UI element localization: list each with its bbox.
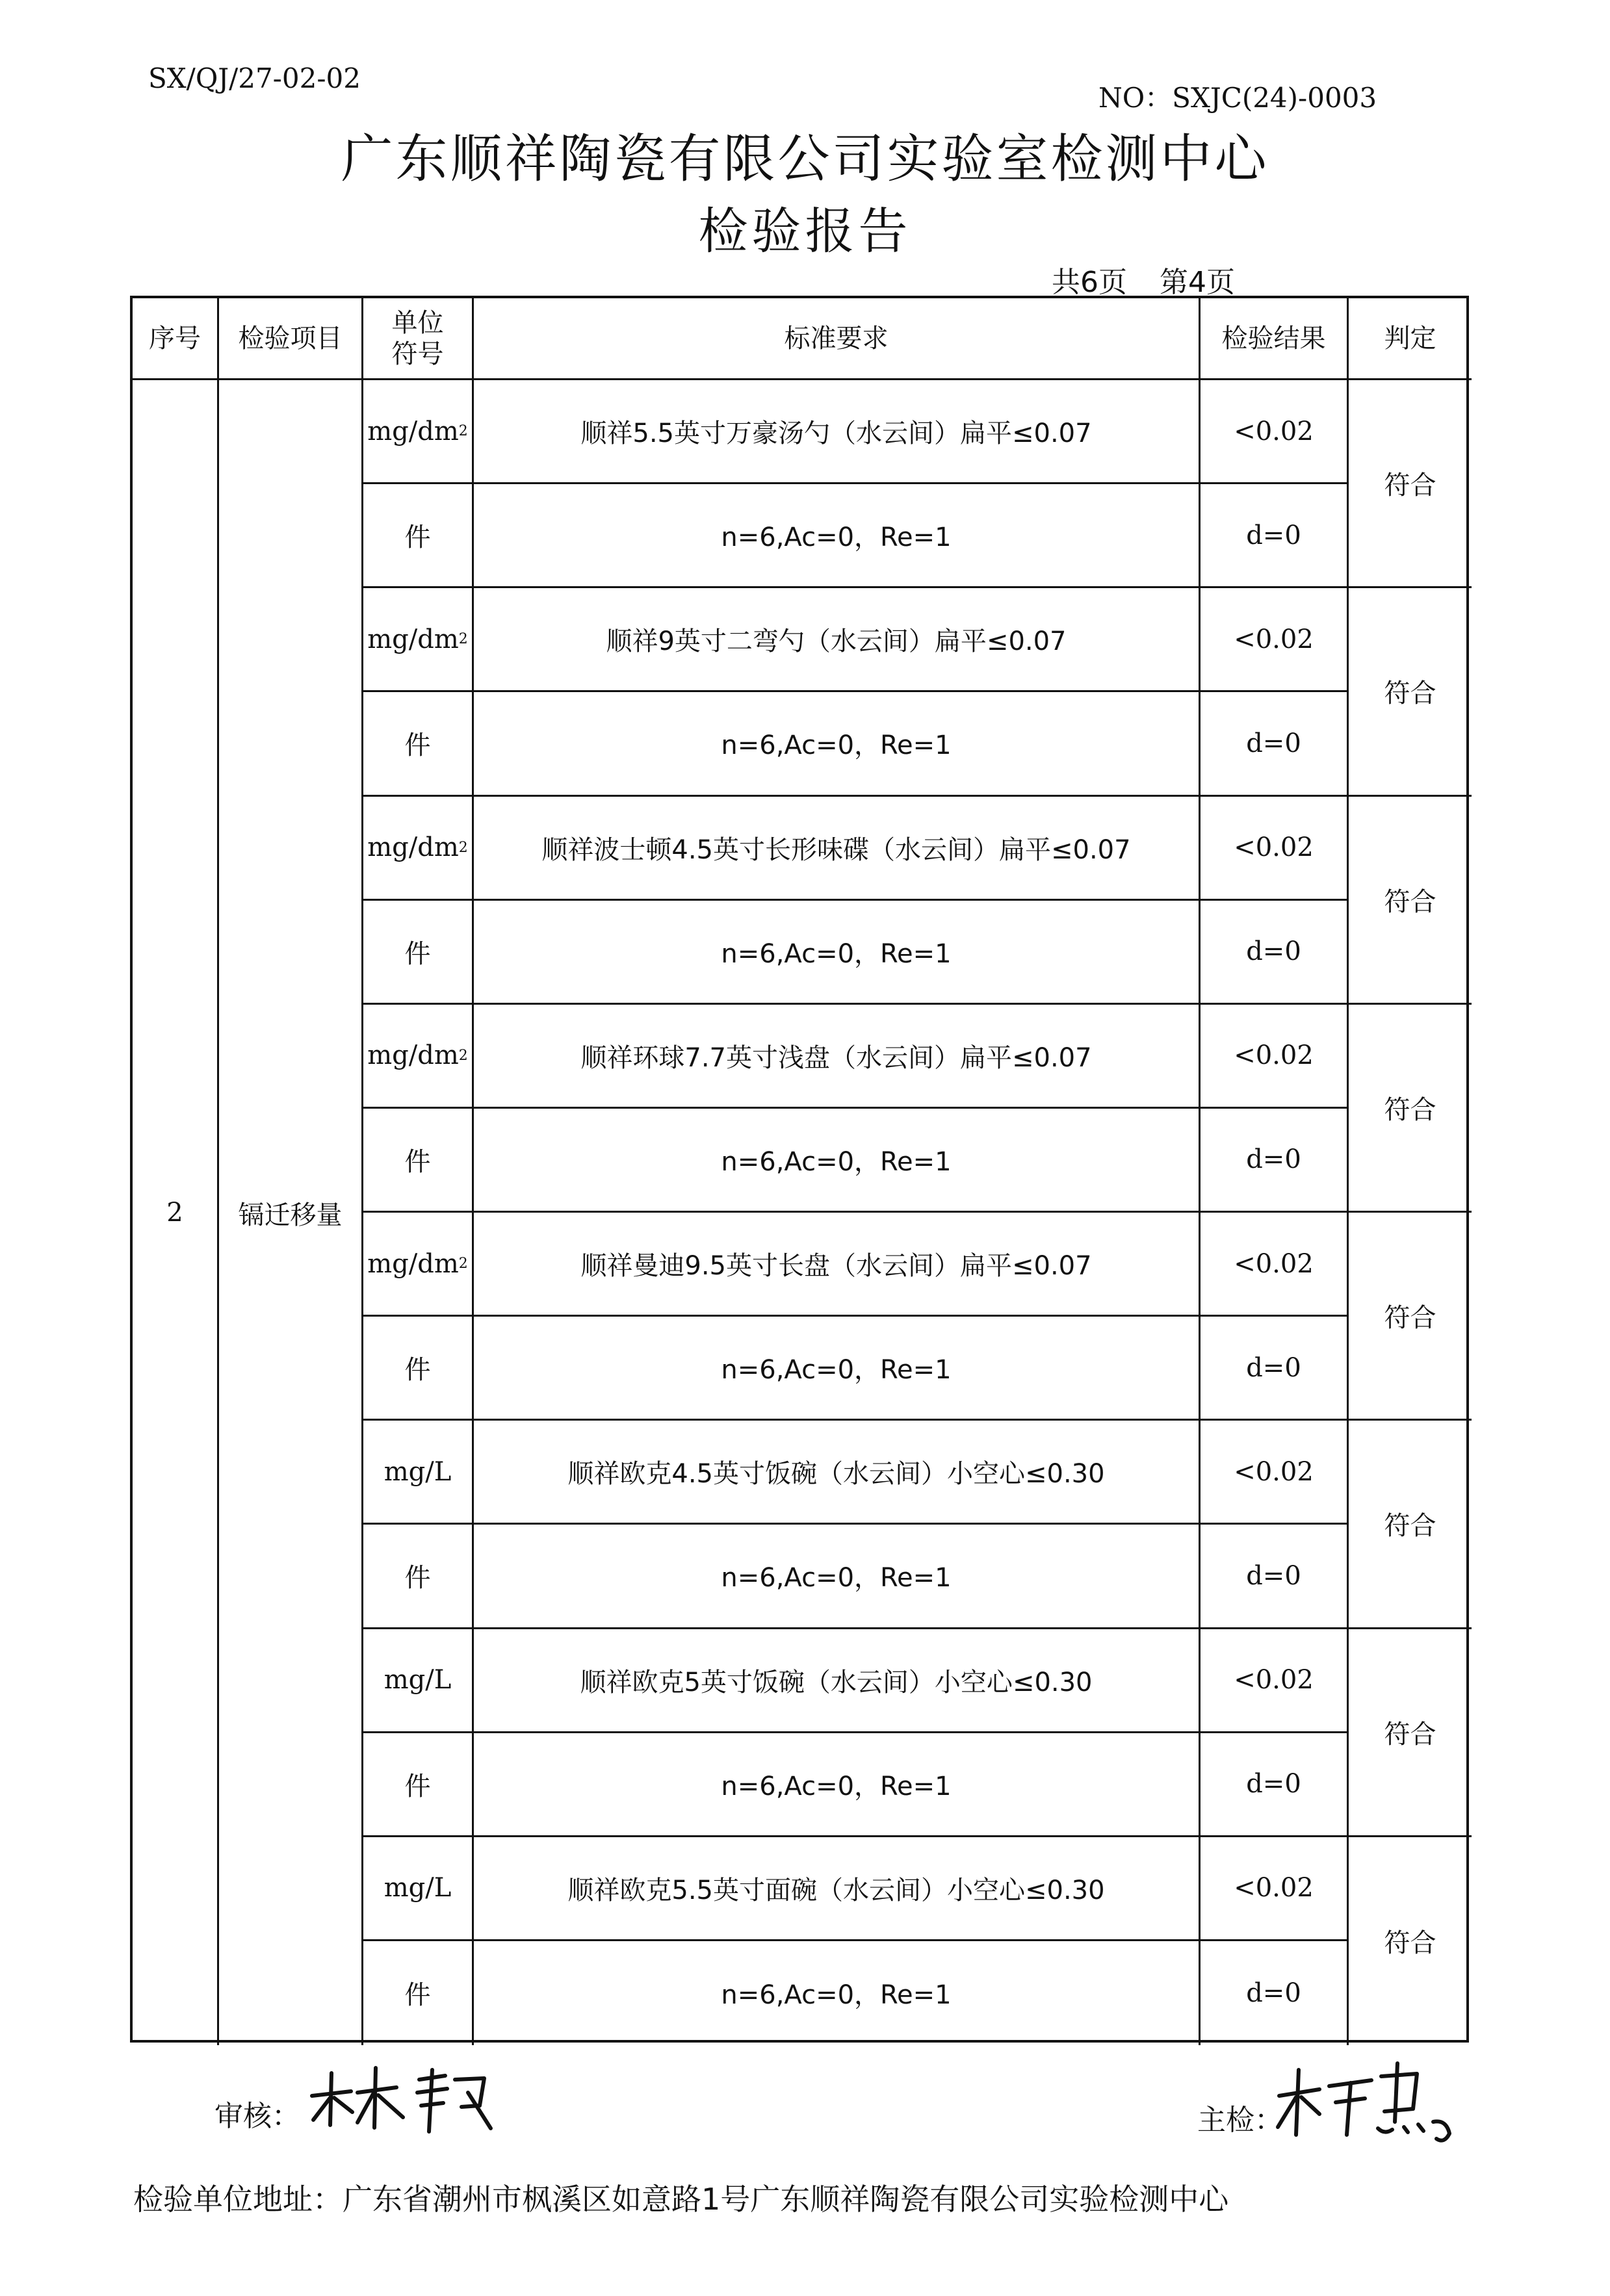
unit-cell <box>363 1421 474 1525</box>
unit-cell: 件 <box>363 901 474 1005</box>
standard-cell: 顺祥欧克5.5英寸面碗（水云间）小空心≤0.30 <box>474 1837 1201 1941</box>
header-unit <box>363 298 474 380</box>
unit-cell: 件 <box>363 484 474 588</box>
standard-cell: 顺祥曼迪9.5英寸长盘（水云间）扁平≤0.07 <box>474 1213 1201 1317</box>
report-number: NO：SXJC(24)-0003 <box>1098 82 1377 114</box>
unit-superscript: 2 <box>458 1256 468 1272</box>
page-current: 第4页 <box>1160 266 1235 299</box>
defect-result-cell: d=0 <box>1201 692 1349 796</box>
judgment-cell: 符合 <box>1349 588 1472 796</box>
unit-cell <box>363 1213 474 1317</box>
result-cell: <0.02 <box>1201 1213 1349 1317</box>
inspector-signature <box>1274 2057 1462 2148</box>
unit-superscript: 2 <box>458 423 468 440</box>
reviewer-label: 审核： <box>214 2100 300 2133</box>
unit-cell: 件 <box>363 1733 474 1837</box>
header-item: 检验项目 <box>219 298 363 380</box>
defect-result-cell: d=0 <box>1201 1317 1349 1421</box>
header-standard: 标准要求 <box>474 298 1201 380</box>
result-cell: <0.02 <box>1201 797 1349 901</box>
unit-cell <box>363 1629 474 1733</box>
unit-cell: 件 <box>363 1941 474 2045</box>
defect-result-cell: d=0 <box>1201 484 1349 588</box>
standard-cell: 顺祥9英寸二弯勺（水云间）扁平≤0.07 <box>474 588 1201 692</box>
header-seq: 序号 <box>133 298 219 380</box>
judgment-cell: 符合 <box>1384 1928 1436 1959</box>
standard-cell: 顺祥欧克5英寸饭碗（水云间）小空心≤0.30 <box>474 1629 1201 1733</box>
document-code: SX/QJ/27-02-02 <box>148 62 361 94</box>
result-cell: <0.02 <box>1201 1837 1349 1941</box>
defect-result-cell: d=0 <box>1201 901 1349 1005</box>
unit-text: mg/dm <box>367 416 459 446</box>
result-cell: <0.02 <box>1201 1421 1349 1525</box>
header-result: 检验结果 <box>1201 298 1349 380</box>
unit-cell <box>363 380 474 484</box>
page-total: 共6页 <box>1052 266 1127 299</box>
inspector-label: 主检： <box>1197 2104 1283 2137</box>
unit-cell: 件 <box>363 1525 474 1629</box>
defect-result-cell: d=0 <box>1201 1941 1349 2045</box>
unit-text: mg/L <box>383 1665 452 1696</box>
sampling-standard-cell: n=6,Ac=0，Re=1 <box>474 692 1201 796</box>
unit-text: mg/dm <box>367 624 459 654</box>
unit-text: mg/dm <box>367 1040 459 1071</box>
judgment-cell: 符合 <box>1349 1005 1472 1213</box>
unit-cell <box>363 588 474 692</box>
defect-result-cell: d=0 <box>1201 1525 1349 1629</box>
sampling-standard-cell: n=6,Ac=0，Re=1 <box>474 1941 1201 2045</box>
unit-superscript: 2 <box>458 631 468 648</box>
item-cell: 镉迁移量 <box>219 380 363 2045</box>
sampling-standard-cell: n=6,Ac=0，Re=1 <box>474 1317 1201 1421</box>
page-info <box>1052 259 1235 300</box>
judgment-cell: 符合 <box>1349 1213 1472 1421</box>
unit-text: mg/dm <box>367 1248 459 1279</box>
sampling-standard-cell: n=6,Ac=0，Re=1 <box>474 1109 1201 1213</box>
reviewer-signature <box>305 2060 500 2138</box>
unit-cell: 件 <box>363 692 474 796</box>
seq-cell: 2 <box>133 380 219 2045</box>
standard-cell: 顺祥5.5英寸万豪汤勺（水云间）扁平≤0.07 <box>474 380 1201 484</box>
unit-superscript: 2 <box>458 1047 468 1064</box>
sampling-standard-cell: n=6,Ac=0，Re=1 <box>474 484 1201 588</box>
unit-cell <box>363 1837 474 1941</box>
defect-result-cell: d=0 <box>1201 1733 1349 1837</box>
judgment-cell: 符合 <box>1349 797 1472 1005</box>
result-cell: <0.02 <box>1201 588 1349 692</box>
unit-cell <box>363 1005 474 1109</box>
sampling-standard-cell: n=6,Ac=0，Re=1 <box>474 1525 1201 1629</box>
sampling-standard-cell: n=6,Ac=0，Re=1 <box>474 1733 1201 1837</box>
standard-cell: 顺祥波士顿4.5英寸长形味碟（水云间）扁平≤0.07 <box>474 797 1201 901</box>
report-title: 广东顺祥陶瓷有限公司实验室检测中心 <box>341 129 1269 189</box>
result-cell: <0.02 <box>1201 1629 1349 1733</box>
inspection-table <box>130 296 1469 2043</box>
standard-cell: 顺祥欧克4.5英寸饭碗（水云间）小空心≤0.30 <box>474 1421 1201 1525</box>
unit-cell: 件 <box>363 1317 474 1421</box>
standard-cell: 顺祥环球7.7英寸浅盘（水云间）扁平≤0.07 <box>474 1005 1201 1109</box>
result-cell: <0.02 <box>1201 380 1349 484</box>
sampling-standard-cell: n=6,Ac=0，Re=1 <box>474 901 1201 1005</box>
result-cell: <0.02 <box>1201 1005 1349 1109</box>
inspection-address: 检验单位地址：广东省潮州市枫溪区如意路1号广东顺祥陶瓷有限公司实验检测中心 <box>133 2182 1229 2217</box>
unit-text: mg/dm <box>367 832 459 863</box>
header-judgment: 判定 <box>1349 298 1472 380</box>
judgment-cell: 符合 <box>1349 380 1472 588</box>
unit-text: mg/L <box>383 1456 452 1487</box>
judgment-cell: 符合 <box>1349 1421 1472 1629</box>
unit-cell <box>363 797 474 901</box>
header-unit-line2: 符号 <box>391 339 444 369</box>
defect-result-cell: d=0 <box>1201 1109 1349 1213</box>
report-subtitle: 检验报告 <box>698 202 912 260</box>
header-unit-line1: 单位 <box>391 307 444 338</box>
unit-superscript: 2 <box>458 839 468 856</box>
judgment-cell: 符合 <box>1349 1629 1472 1837</box>
unit-text: mg/L <box>383 1873 452 1903</box>
unit-cell: 件 <box>363 1109 474 1213</box>
